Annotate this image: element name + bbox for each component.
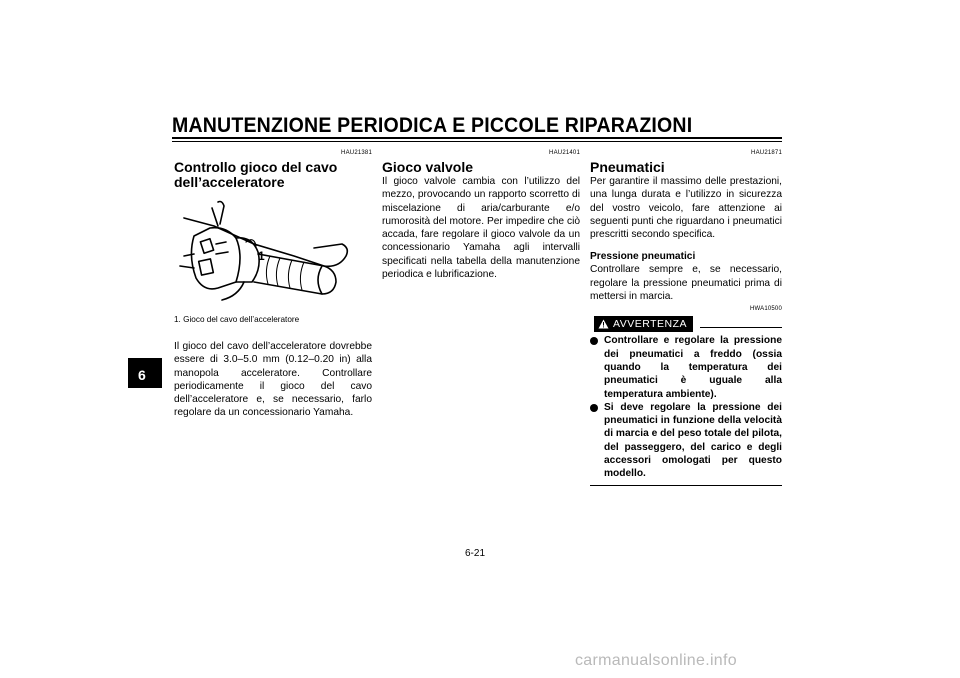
warning-list [590, 334, 782, 480]
section-ref-code: HAU21401 [549, 150, 580, 156]
warning-item: Controllare e regolare la pressione dei pneumatici a freddo (ossia quando la temperatura dei pneumatici è uguale alla temperatura ambiente). [590, 334, 782, 400]
figure-caption: 1. Gioco del cavo dell’acceleratore [174, 315, 300, 324]
subsection-heading: Pressione pneumatici [590, 251, 696, 263]
chapter-tab: 6 [128, 358, 162, 388]
throttle-grip-illustration [174, 196, 364, 304]
section-body: Per garantire il massimo delle prestazioni, una lunga durata e l’utilizzo in sicurezza del vostro veicolo, fare attenzione ai seguenti punti che riguardano i pneumatici prescritti secondo specifica. [590, 176, 782, 241]
warning-badge [594, 316, 693, 332]
page-header-title: MANUTENZIONE PERIODICA E PICCOLE RIPARAZIONI [172, 114, 693, 137]
bullet-icon [590, 404, 598, 412]
section-ref-code: HAU21381 [341, 150, 372, 156]
watermark: carmanualsonline.info [575, 652, 737, 669]
section-heading: Controllo gioco del cavo dell’acceleratore [174, 159, 338, 190]
warning-triangle-icon [598, 319, 609, 329]
section-ref-code: HAU21871 [751, 150, 782, 156]
warning-label: AVVERTENZA [613, 318, 688, 331]
warning-top-rule [700, 327, 782, 328]
section-body: Il gioco valvole cambia con l’utilizzo del mezzo, provocando un rapporto scorretto di miscelazione di aria/carburante e/o rumorosità del motore. Per impedire che ciò accada, fare regolare il gioco valvole da un concessionario Yamaha agli intervalli specificati nella tabella della manutenzione periodica e lubrificazione. [382, 176, 580, 281]
column-valve-clearance [382, 150, 580, 281]
warning-box [590, 316, 782, 485]
bullet-icon [590, 337, 598, 345]
warning-bottom-rule [590, 485, 782, 486]
section-heading: Gioco valvole [382, 159, 474, 175]
page-number: 6-21 [465, 548, 486, 559]
column-throttle-cable [174, 150, 372, 420]
subsection-body: Controllare sempre e, se necessario, regolare la pressione pneumatici prima di mettersi in marcia. [590, 264, 782, 303]
section-body: Il gioco del cavo dell’acceleratore dovrebbe essere di 3.0–5.0 mm (0.12–0.20 in) alla manopola acceleratore. Controllare periodicamente il gioco del cavo dell’acceleratore e, se necessario, farlo regolare da un concessionario Yamaha. [174, 341, 372, 419]
header-rule-thin [172, 141, 782, 142]
section-heading: Pneumatici [590, 159, 665, 175]
warning-ref-code: HWA10500 [749, 306, 782, 313]
header-rule [172, 137, 782, 139]
warning-item: Si deve regolare la pressione dei pneumatici in funzione della velocità di marcia e del peso totale del pilota, del passeggero, del carico e degli accessori omologati per questo modello. [590, 401, 782, 481]
figure-callout-1: 1 [258, 249, 265, 263]
column-tyres [590, 150, 782, 486]
